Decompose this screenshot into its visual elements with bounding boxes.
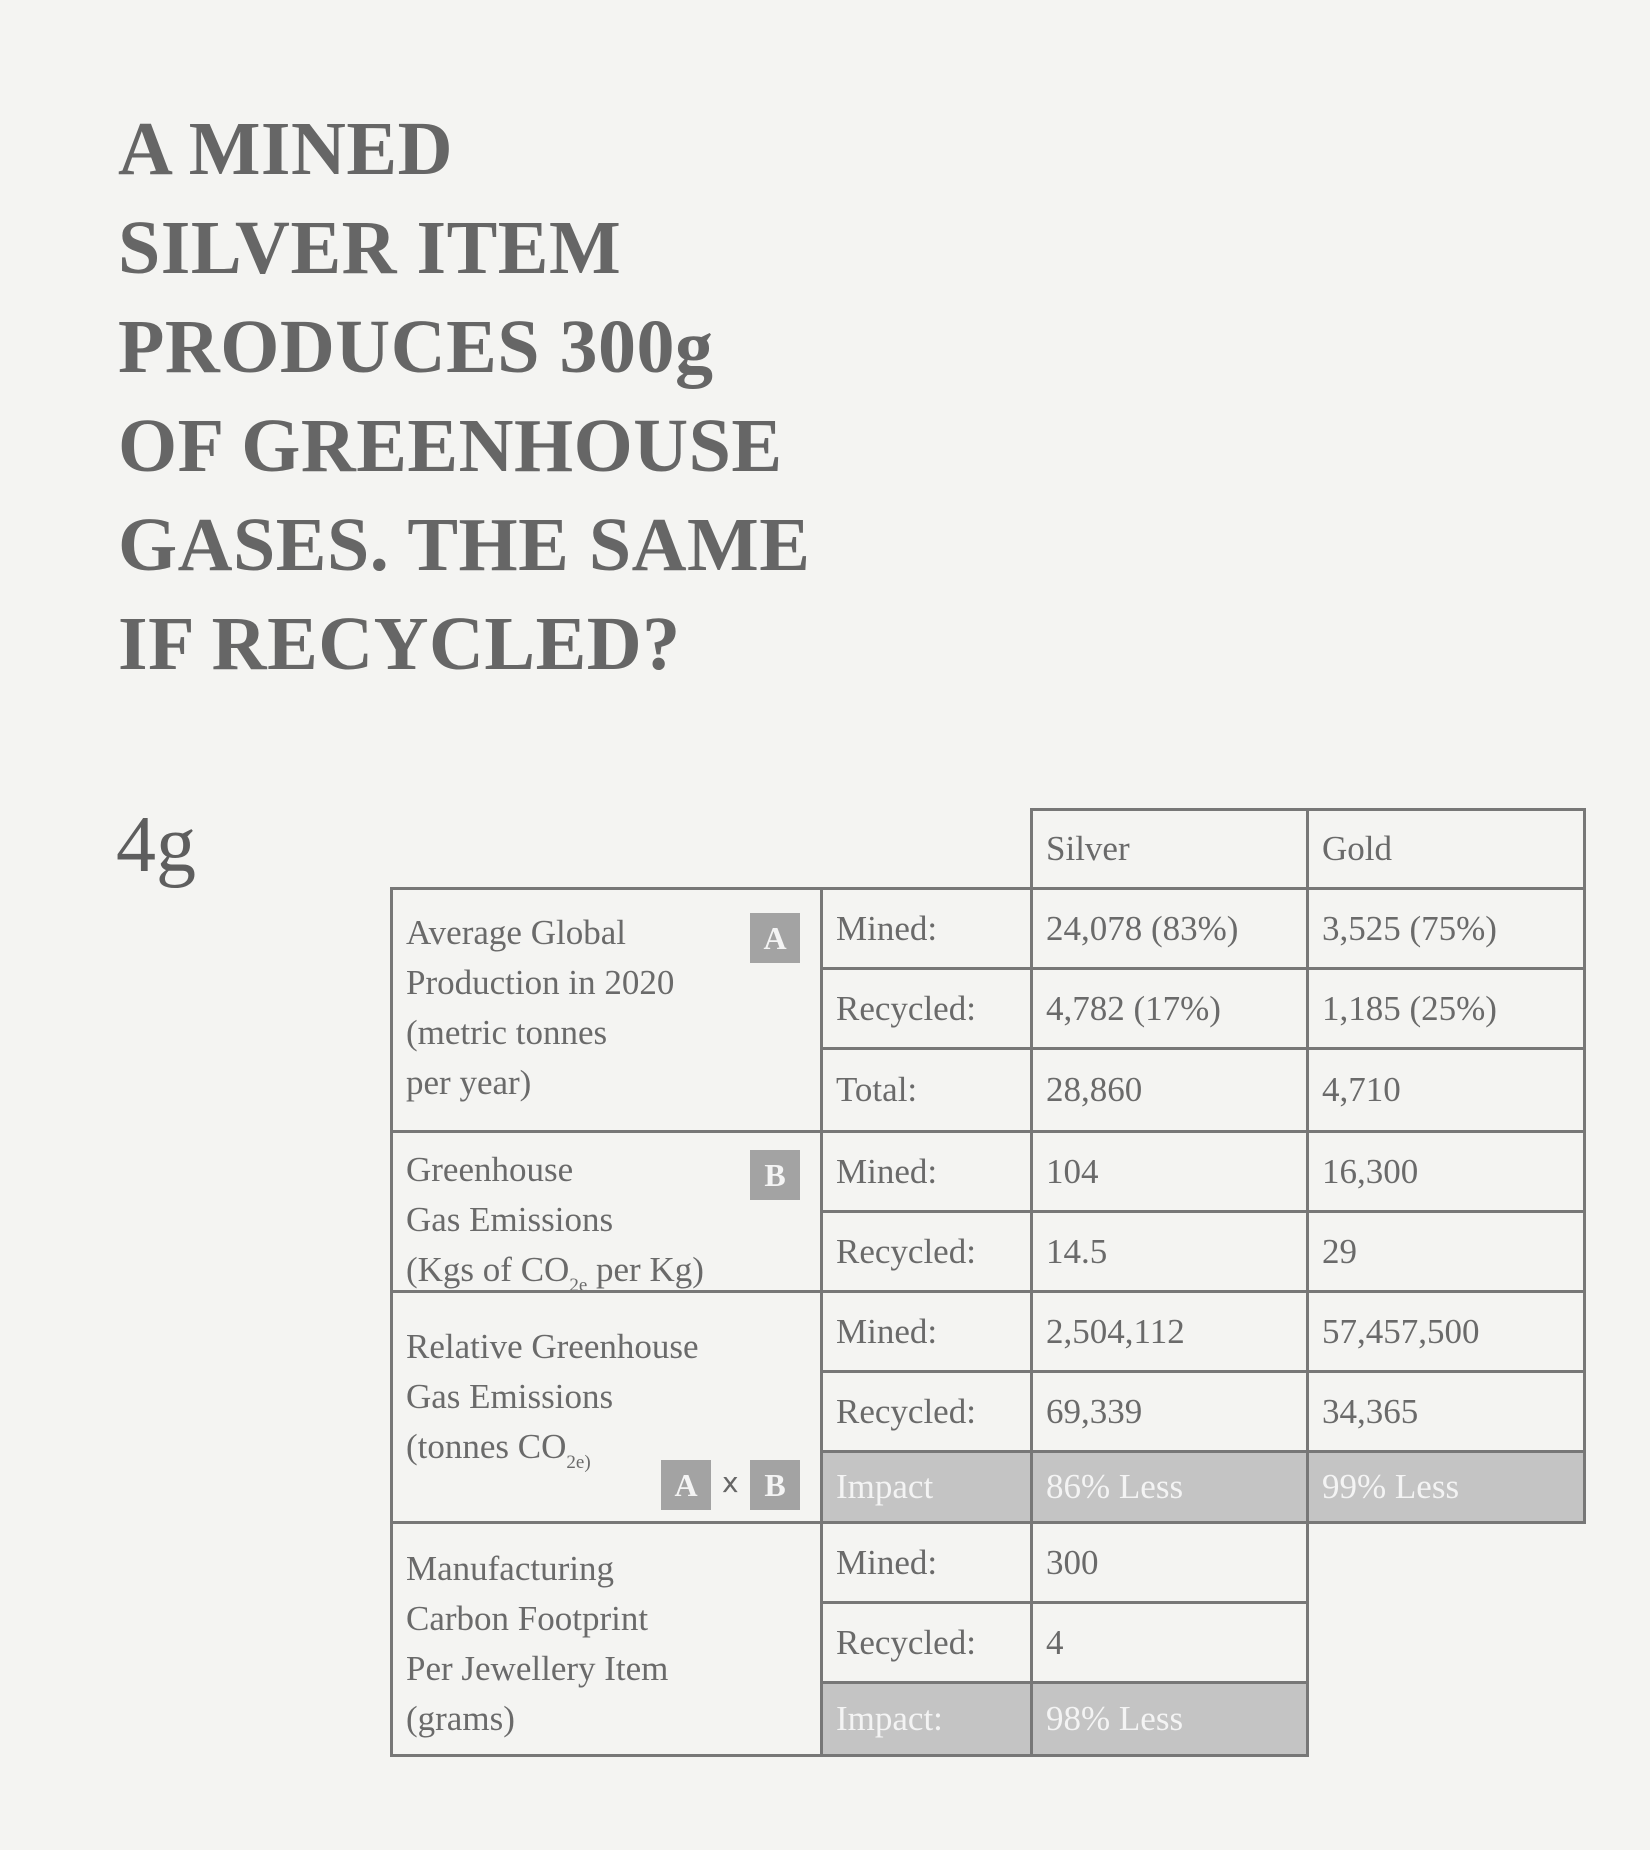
row-kind: Mined: — [820, 1290, 1033, 1373]
cell-gold: 16,300 — [1306, 1130, 1586, 1213]
cell-gold: 1,185 (25%) — [1306, 967, 1586, 1050]
cell-silver-impact: 98% Less — [1030, 1681, 1309, 1757]
row-kind-impact: Impact — [820, 1450, 1033, 1524]
headline-line: A MINED — [118, 107, 453, 191]
cell-gold: 57,457,500 — [1306, 1290, 1586, 1373]
cell-silver: 69,339 — [1030, 1370, 1309, 1453]
headline-line: OF GREENHOUSE — [118, 404, 783, 488]
label-emissions: Greenhouse Gas Emissions (Kgs of $CO_{2e}$ per Kg) — [390, 1130, 823, 1293]
headline-line: PRODUCES 300g — [118, 305, 714, 389]
headline — [118, 100, 878, 694]
header-gold: Gold — [1306, 808, 1586, 890]
badge-a: A — [750, 913, 800, 963]
headline-line: SILVER ITEM — [118, 206, 622, 290]
cell-gold: 3,525 (75%) — [1306, 887, 1586, 970]
cell-silver: 2,504,112 — [1030, 1290, 1309, 1373]
cell-gold: 29 — [1306, 1210, 1586, 1293]
cell-silver: 4 — [1030, 1601, 1309, 1684]
cell-gold-impact: 99% Less — [1306, 1450, 1586, 1524]
cell-gold: 34,365 — [1306, 1370, 1586, 1453]
row-kind: Mined: — [820, 887, 1033, 970]
row-kind: Recycled: — [820, 967, 1033, 1050]
cell-silver: 104 — [1030, 1130, 1309, 1213]
formula-badge-a: A — [661, 1460, 711, 1510]
cell-silver: 28,860 — [1030, 1047, 1309, 1133]
header-silver: Silver — [1030, 808, 1309, 890]
row-kind: Mined: — [820, 1521, 1033, 1604]
formula-operator: x — [722, 1466, 739, 1499]
cell-silver: 14.5 — [1030, 1210, 1309, 1293]
row-kind: Mined: — [820, 1130, 1033, 1213]
row-kind: Total: — [820, 1047, 1033, 1133]
cell-silver-impact: 86% Less — [1030, 1450, 1309, 1524]
label-production: Average Global Production in 2020 (metric tonnes per year) — [390, 887, 823, 1133]
cell-silver: 4,782 (17%) — [1030, 967, 1309, 1050]
cell-gold: 4,710 — [1306, 1047, 1586, 1133]
answer-value: 4g — [116, 801, 196, 889]
row-kind: Recycled: — [820, 1210, 1033, 1293]
badge-b: B — [750, 1150, 800, 1200]
row-kind: Recycled: — [820, 1601, 1033, 1684]
row-kind-impact: Impact: — [820, 1681, 1033, 1757]
headline-line: GASES. THE SAME — [118, 503, 811, 587]
row-kind: Recycled: — [820, 1370, 1033, 1453]
label-manufacturing: Manufacturing Carbon Footprint Per Jewellery Item (grams) — [390, 1521, 823, 1757]
headline-line: IF RECYCLED? — [118, 602, 681, 686]
formula-badge-b: B — [750, 1460, 800, 1510]
cell-silver: 300 — [1030, 1521, 1309, 1604]
cell-silver: 24,078 (83%) — [1030, 887, 1309, 970]
label-relative-emissions: Relative Greenhouse Gas Emissions (tonnes $CO_{2e)}$ — [390, 1290, 823, 1524]
